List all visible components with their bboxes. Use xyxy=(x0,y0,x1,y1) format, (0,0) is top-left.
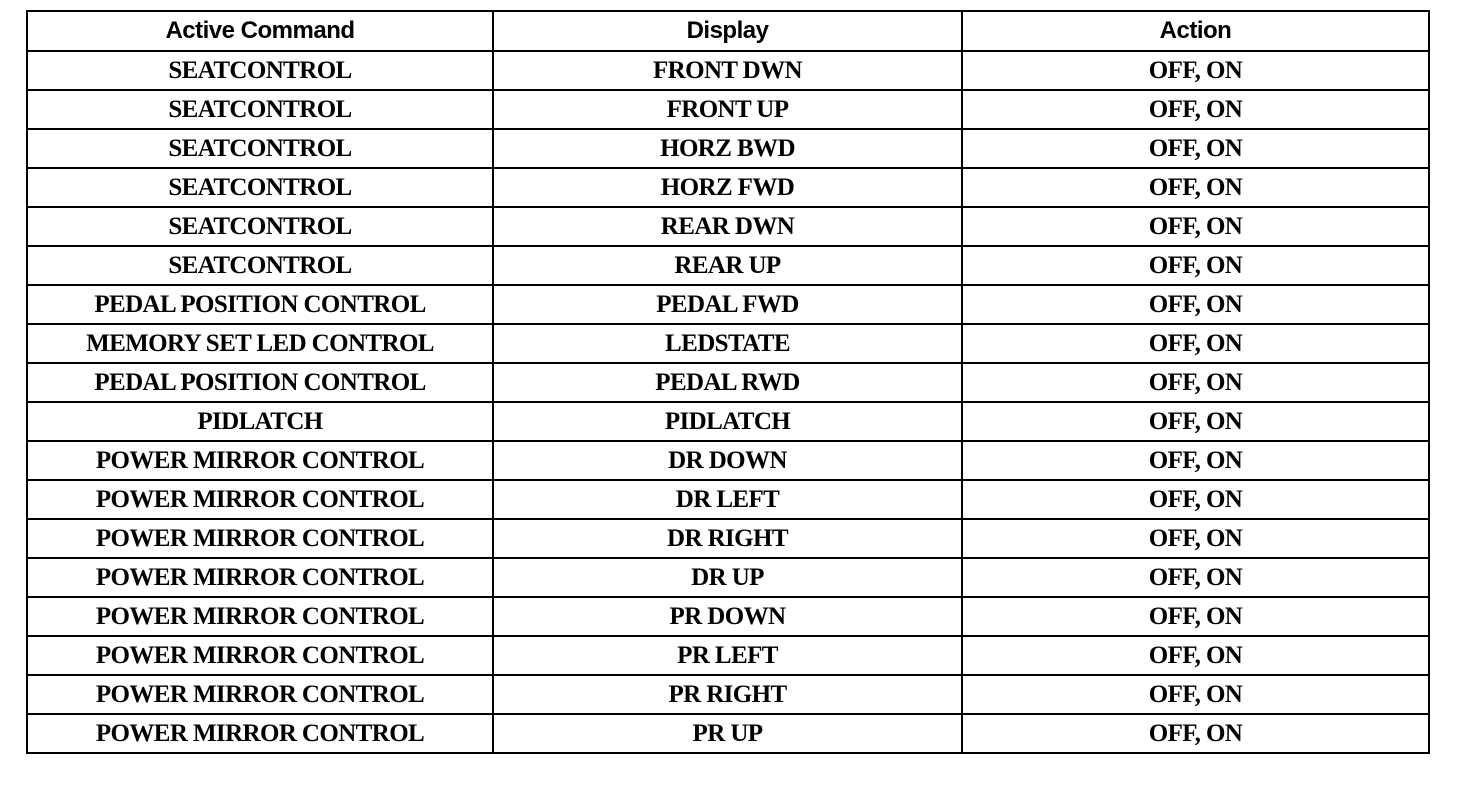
active-command-cell: PEDAL POSITION CONTROL xyxy=(27,363,493,402)
active-command-cell: SEATCONTROL xyxy=(27,168,493,207)
table-row xyxy=(27,636,1429,675)
active-command-cell: POWER MIRROR CONTROL xyxy=(27,636,493,675)
table-row xyxy=(27,207,1429,246)
display-cell: HORZ BWD xyxy=(493,129,962,168)
display-cell: LEDSTATE xyxy=(493,324,962,363)
action-cell: OFF, ON xyxy=(962,636,1429,675)
active-command-cell: POWER MIRROR CONTROL xyxy=(27,441,493,480)
action-cell: OFF, ON xyxy=(962,285,1429,324)
display-cell: PR UP xyxy=(493,714,962,753)
active-command-cell: SEATCONTROL xyxy=(27,51,493,90)
action-cell: OFF, ON xyxy=(962,597,1429,636)
active-command-cell: SEATCONTROL xyxy=(27,246,493,285)
command-table xyxy=(26,10,1430,754)
table-row xyxy=(27,363,1429,402)
active-command-cell: POWER MIRROR CONTROL xyxy=(27,558,493,597)
active-command-cell: SEATCONTROL xyxy=(27,207,493,246)
action-cell: OFF, ON xyxy=(962,324,1429,363)
table-row xyxy=(27,675,1429,714)
action-cell: OFF, ON xyxy=(962,519,1429,558)
active-command-cell: SEATCONTROL xyxy=(27,129,493,168)
display-cell: PR DOWN xyxy=(493,597,962,636)
display-cell: DR UP xyxy=(493,558,962,597)
table-row xyxy=(27,558,1429,597)
active-command-cell: MEMORY SET LED CONTROL xyxy=(27,324,493,363)
display-cell: PEDAL FWD xyxy=(493,285,962,324)
header-action: Action xyxy=(962,11,1429,51)
display-cell: REAR DWN xyxy=(493,207,962,246)
table-row xyxy=(27,441,1429,480)
display-cell: REAR UP xyxy=(493,246,962,285)
table-row xyxy=(27,714,1429,753)
display-cell: FRONT DWN xyxy=(493,51,962,90)
action-cell: OFF, ON xyxy=(962,129,1429,168)
table-row xyxy=(27,324,1429,363)
display-cell: PIDLATCH xyxy=(493,402,962,441)
active-command-cell: POWER MIRROR CONTROL xyxy=(27,519,493,558)
table-row xyxy=(27,480,1429,519)
table-row xyxy=(27,402,1429,441)
active-command-cell: PIDLATCH xyxy=(27,402,493,441)
active-command-cell: POWER MIRROR CONTROL xyxy=(27,714,493,753)
action-cell: OFF, ON xyxy=(962,363,1429,402)
table-body xyxy=(27,51,1429,753)
active-command-cell: POWER MIRROR CONTROL xyxy=(27,675,493,714)
table-row xyxy=(27,51,1429,90)
active-command-cell: SEATCONTROL xyxy=(27,90,493,129)
action-cell: OFF, ON xyxy=(962,207,1429,246)
display-cell: FRONT UP xyxy=(493,90,962,129)
header-active-command: Active Command xyxy=(27,11,493,51)
display-cell: DR RIGHT xyxy=(493,519,962,558)
table-row xyxy=(27,168,1429,207)
table-row xyxy=(27,246,1429,285)
table-row xyxy=(27,90,1429,129)
action-cell: OFF, ON xyxy=(962,480,1429,519)
table-row xyxy=(27,285,1429,324)
action-cell: OFF, ON xyxy=(962,51,1429,90)
active-command-cell: POWER MIRROR CONTROL xyxy=(27,597,493,636)
action-cell: OFF, ON xyxy=(962,402,1429,441)
display-cell: PR LEFT xyxy=(493,636,962,675)
active-command-cell: PEDAL POSITION CONTROL xyxy=(27,285,493,324)
action-cell: OFF, ON xyxy=(962,168,1429,207)
display-cell: PEDAL RWD xyxy=(493,363,962,402)
action-cell: OFF, ON xyxy=(962,441,1429,480)
header-display: Display xyxy=(493,11,962,51)
action-cell: OFF, ON xyxy=(962,675,1429,714)
display-cell: DR LEFT xyxy=(493,480,962,519)
table-row xyxy=(27,519,1429,558)
display-cell: DR DOWN xyxy=(493,441,962,480)
display-cell: HORZ FWD xyxy=(493,168,962,207)
active-command-cell: POWER MIRROR CONTROL xyxy=(27,480,493,519)
action-cell: OFF, ON xyxy=(962,714,1429,753)
action-cell: OFF, ON xyxy=(962,558,1429,597)
table-row xyxy=(27,129,1429,168)
action-cell: OFF, ON xyxy=(962,90,1429,129)
display-cell: PR RIGHT xyxy=(493,675,962,714)
table-row xyxy=(27,597,1429,636)
action-cell: OFF, ON xyxy=(962,246,1429,285)
header-row xyxy=(27,11,1429,51)
